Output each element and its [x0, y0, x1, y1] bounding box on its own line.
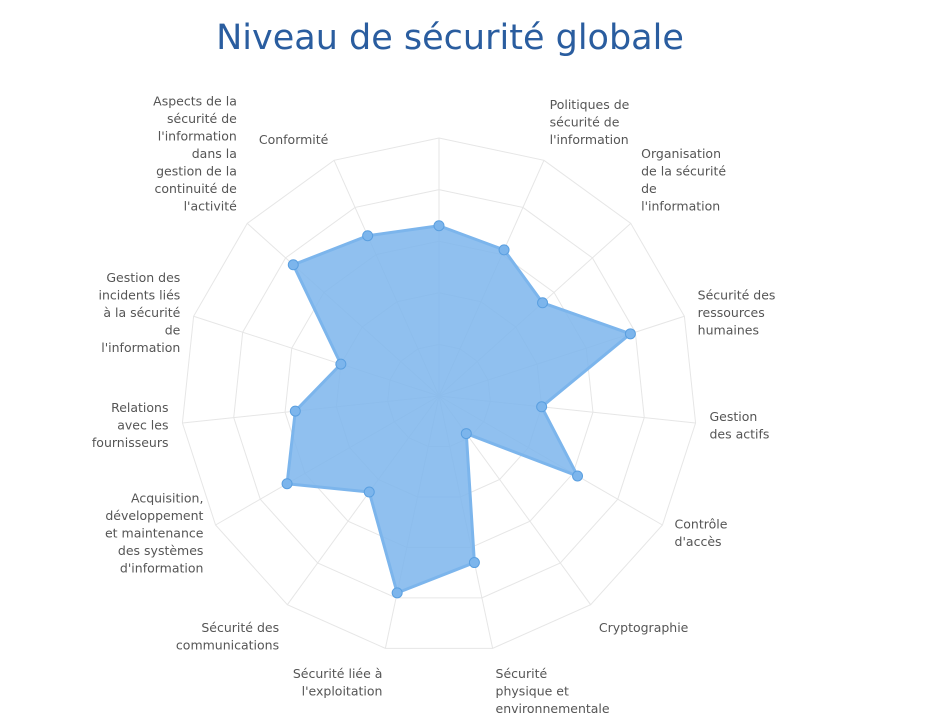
axis-label-line: l'information [101, 340, 181, 356]
axis-label [105, 490, 204, 575]
axis-label-line: gestion de la [156, 163, 237, 179]
data-point[interactable] [461, 429, 471, 439]
axis-label [550, 97, 630, 147]
axis-label-line: l'information [157, 128, 237, 144]
axis-label [293, 666, 383, 699]
axis-label-line: à la sécurité [103, 305, 181, 321]
axis-label-line: l'information [641, 198, 721, 214]
data-point[interactable] [469, 558, 479, 568]
axis-label-line: des systèmes [117, 542, 204, 558]
data-point[interactable] [363, 231, 373, 241]
axis-label-line: Sécurité des [697, 287, 776, 303]
series-area [287, 226, 630, 593]
axis-label-line: Acquisition, [131, 490, 204, 506]
axis-label-line: de [164, 322, 181, 338]
data-point[interactable] [537, 402, 547, 412]
axis-label [710, 409, 770, 442]
data-point[interactable] [499, 245, 509, 255]
axis-label-line: de la sécurité [641, 163, 727, 179]
axis-label-line: Sécurité des [201, 620, 280, 636]
data-point[interactable] [434, 221, 444, 231]
axis-label-line: Sécurité liée à [292, 666, 383, 682]
axis-label-line: sécurité de [167, 110, 237, 126]
axis-label [641, 146, 726, 214]
data-point[interactable] [392, 588, 402, 598]
axis-label-line: avec les [117, 417, 169, 433]
axis-label-line: fournisseurs [91, 435, 169, 451]
axis-label-line: Gestion des [106, 270, 181, 286]
chart-title: Niveau de sécurité globale [216, 18, 684, 58]
data-point[interactable] [573, 471, 583, 481]
axis-label-line: communications [175, 637, 280, 653]
axis-label [176, 620, 279, 653]
axis-label [599, 620, 689, 635]
axis-label-line: Conformité [258, 132, 329, 148]
axis-label-line: Politiques de [549, 97, 630, 113]
axis-label-line: Cryptographie [598, 620, 689, 636]
axis-label-line: de [641, 180, 657, 196]
axis-label [259, 132, 329, 147]
axis-label-line: Contrôle [674, 516, 728, 532]
axis-label-line: des actifs [709, 426, 770, 442]
axis-label-line: Organisation [641, 145, 722, 161]
axis-label-line: l'information [549, 132, 629, 148]
axis-label-line: environnementale [495, 701, 610, 717]
axis-label-line: continuité de [154, 180, 237, 196]
axis-label-line: dans la [191, 145, 237, 161]
axis-label-line: Relations [111, 400, 169, 416]
data-point[interactable] [336, 359, 346, 369]
axis-label-line: et maintenance [104, 525, 204, 541]
axis-label [698, 288, 776, 338]
data-point[interactable] [538, 298, 548, 308]
axis-label [153, 93, 237, 213]
axis-label-line: physique et [495, 683, 569, 699]
axis-label-line: ressources [697, 305, 765, 321]
axis-label-line: sécurité de [549, 114, 620, 130]
axis-label [675, 517, 728, 550]
axis-label-line: d'information [119, 560, 204, 576]
axis-label-line: incidents liés [98, 287, 181, 303]
axis-label [98, 270, 180, 355]
data-point[interactable] [625, 329, 635, 339]
axis-label [496, 666, 610, 716]
data-point[interactable] [364, 487, 374, 497]
radar-series [282, 221, 635, 598]
axis-label-line: l'exploitation [301, 683, 383, 699]
axis-label-line: Aspects de la [153, 93, 237, 109]
axis-label [92, 400, 169, 450]
axis-label-line: d'accès [674, 534, 722, 549]
data-point[interactable] [282, 479, 292, 489]
axis-label-line: humaines [697, 322, 759, 338]
data-point[interactable] [290, 406, 300, 416]
axis-label-line: l'activité [183, 198, 237, 214]
axis-label-line: Gestion [709, 408, 758, 424]
data-point[interactable] [288, 260, 298, 270]
axis-label-line: Sécurité [495, 666, 548, 682]
axis-label-line: développement [105, 507, 204, 523]
